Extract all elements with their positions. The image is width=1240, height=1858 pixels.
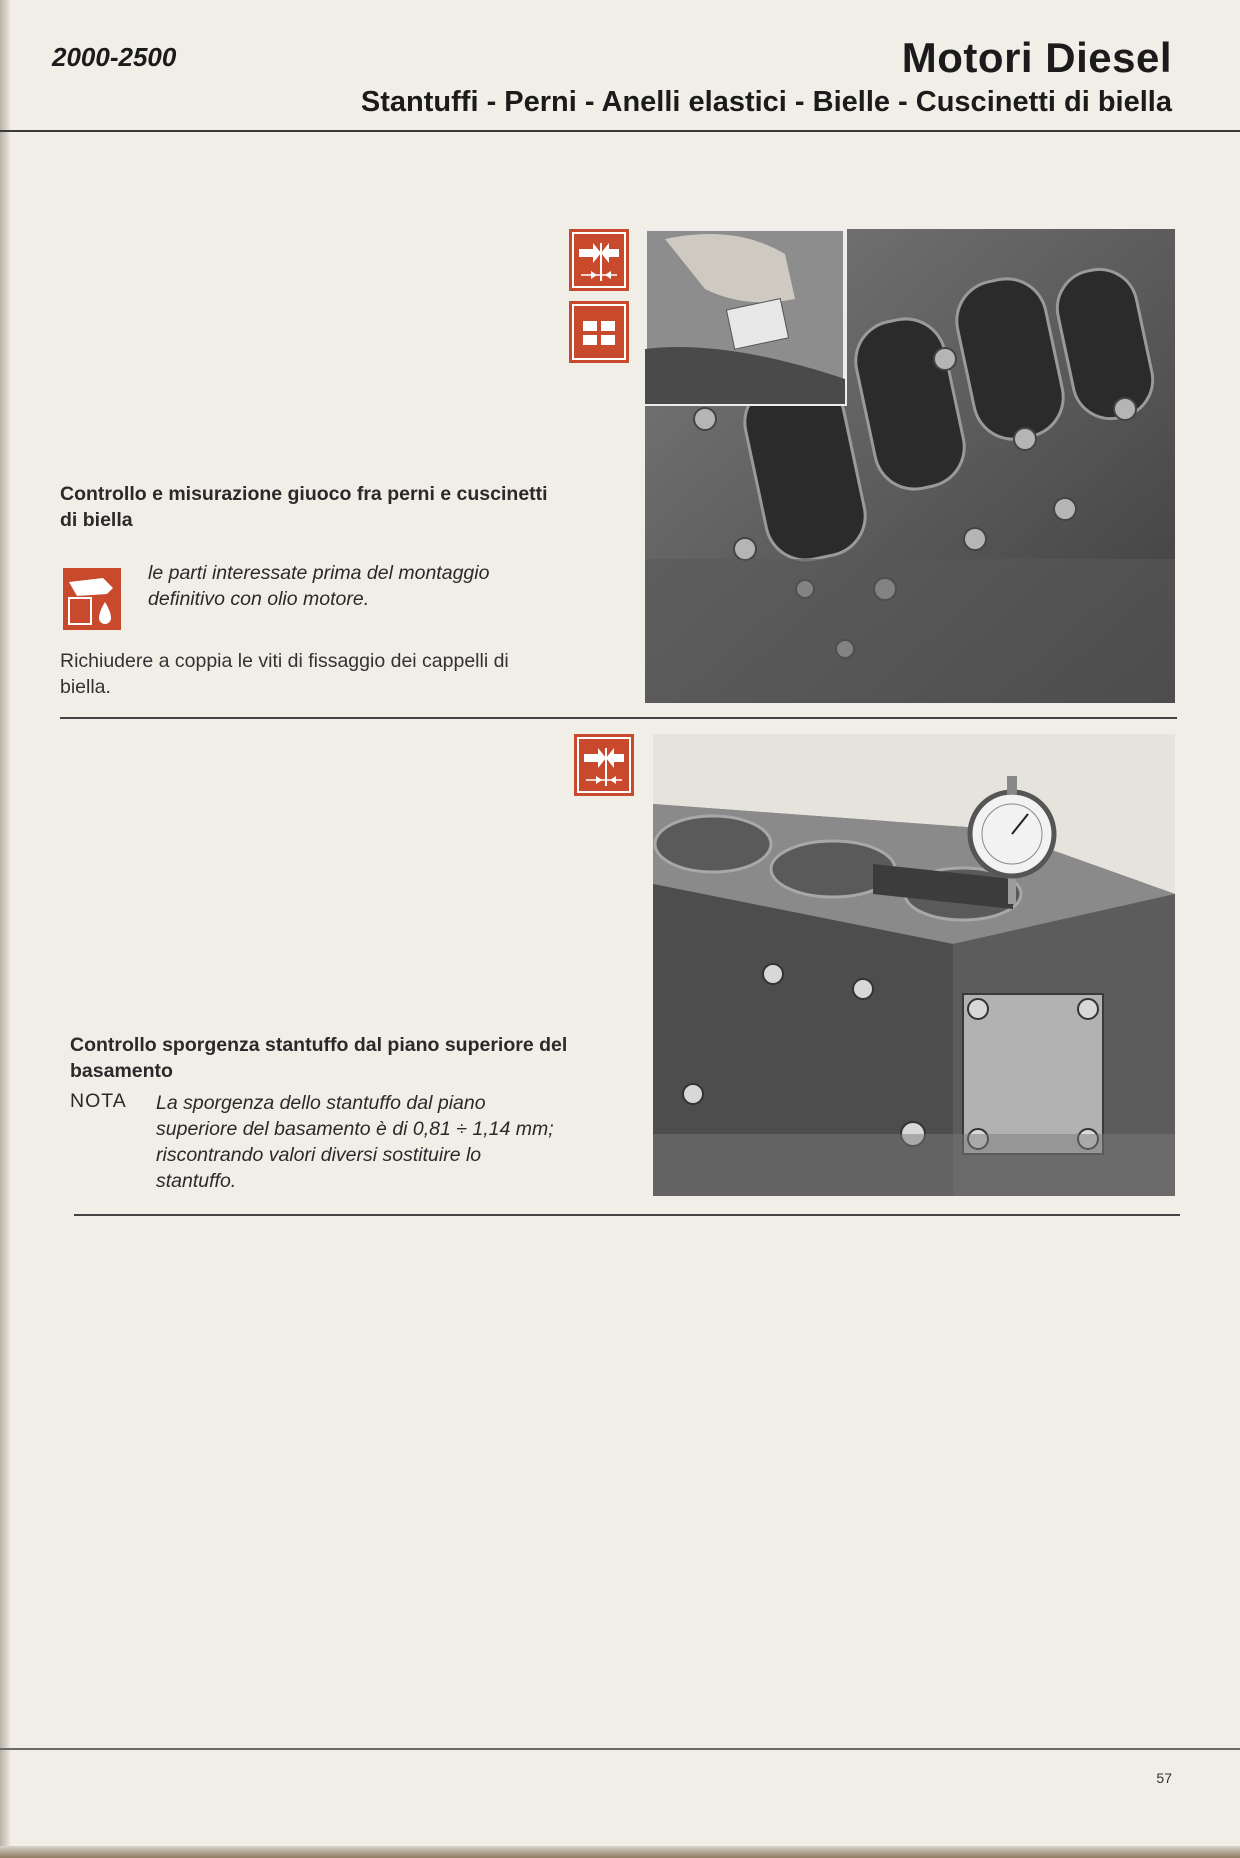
page-edge-shadow bbox=[0, 0, 10, 1858]
lubricate-oil-icon bbox=[63, 568, 121, 630]
page-bottom-edge bbox=[0, 1846, 1240, 1858]
connecting-rod-bearings-photo bbox=[645, 229, 1175, 703]
section2-divider bbox=[74, 1214, 1180, 1216]
section1-heading: Controllo e misurazione giuoco fra perni e cuscinetti di biella bbox=[60, 483, 548, 531]
nota-label: NOTA bbox=[70, 1090, 127, 1112]
measure-icon bbox=[569, 229, 629, 291]
nota-text: La sporgenza dello stantuffo dal piano superiore del basamento è di 0,81 ÷ 1,14 mm; riscontrando valori diversi sostituire lo stantuffo. bbox=[156, 1092, 554, 1192]
section1-body: Richiudere a coppia le viti di fissaggio dei cappelli di biella. bbox=[60, 650, 509, 698]
footer-divider bbox=[0, 1748, 1240, 1750]
measure-icon bbox=[574, 734, 634, 796]
assembly-icon bbox=[569, 301, 629, 363]
page-title: Motori Diesel bbox=[901, 34, 1172, 81]
page-subtitle: Stantuffi - Perni - Anelli elastici - Bielle - Cuscinetti di biella bbox=[360, 86, 1172, 118]
lubricate-note: le parti interessate prima del montaggio definitivo con olio motore. bbox=[148, 562, 490, 610]
header-divider bbox=[0, 130, 1240, 132]
page-number: 57 bbox=[1156, 1770, 1172, 1786]
section2-heading: Controllo sporgenza stantuffo dal piano superiore del basamento bbox=[70, 1034, 568, 1082]
piston-protrusion-photo bbox=[653, 734, 1175, 1196]
section1-divider bbox=[60, 717, 1177, 719]
model-range: 2000-2500 bbox=[52, 42, 177, 72]
